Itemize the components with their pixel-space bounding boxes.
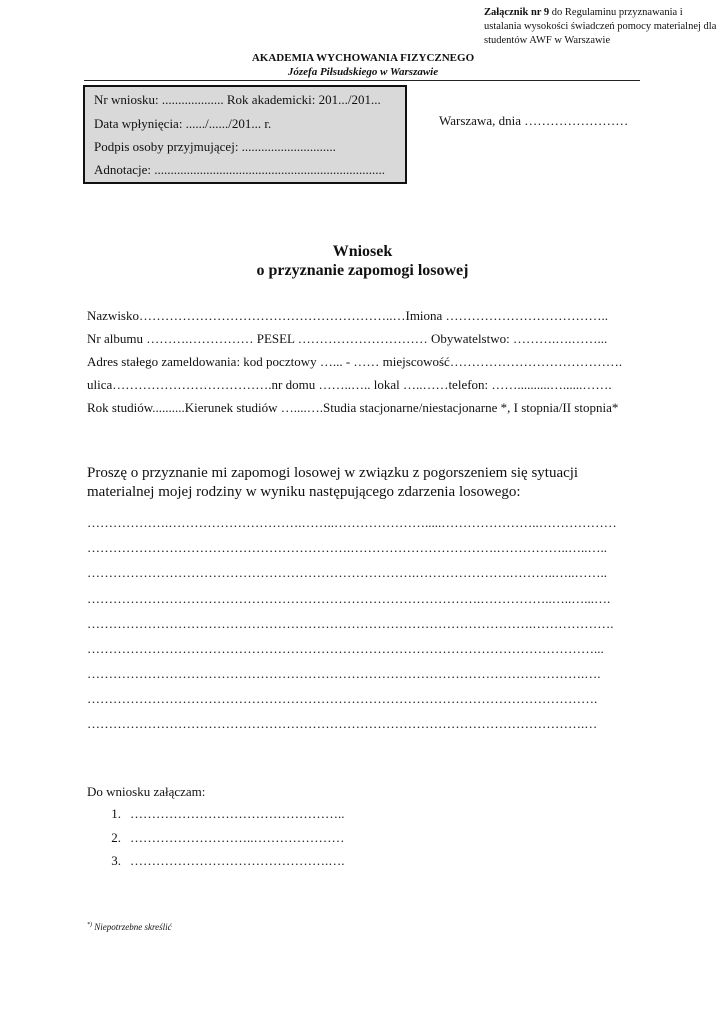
- attachment-note: [484, 6, 720, 48]
- place-date-field[interactable]: Warszawa, dnia ……………………: [439, 113, 629, 128]
- receiver-signature-field[interactable]: Podpis osoby przyjmującej: .............................: [94, 139, 336, 154]
- footnote-mark: *): [87, 922, 92, 928]
- description-line[interactable]: ……………….………………………….……..………………….....…………………..………………: [87, 515, 617, 530]
- attachment-field[interactable]: ……………………………………….….: [130, 853, 345, 868]
- description-line[interactable]: ……………………………………………………………………………….……………..…..…...….: [87, 591, 611, 606]
- description-line[interactable]: ………………………………………………………………….………………….………..…..……..: [87, 565, 607, 580]
- annotations-field[interactable]: Adnotacje: .......................................................................: [94, 162, 386, 177]
- receipt-date-field[interactable]: Data wpłynięcia: ....../....../201... r.: [94, 116, 272, 131]
- footnote: [87, 922, 172, 932]
- street-phone-field[interactable]: ulica……………………………….nr domu ……..….. lokal …..……telefon: ……..........…......…….: [87, 377, 612, 392]
- description-line[interactable]: ……………………………………………………………………………………………………….: [87, 691, 598, 706]
- application-number-field[interactable]: Nr wniosku: ................... Rok akademicki: 201.../201...: [94, 92, 381, 107]
- description-line[interactable]: …………………………………………………….…………………………….……………..…..…..: [87, 540, 607, 555]
- request-text: Proszę o przyznanie mi zapomogi losowej w związku z pogorszeniem się sytuacji materialnej mojej rodziny w wyniku następującego zdarzenia losowego:: [87, 465, 579, 500]
- attachment-number: 2.: [111, 830, 121, 845]
- registration-box: [83, 85, 407, 184]
- description-line[interactable]: ………………………………………………………………………………………….……………….: [87, 616, 614, 631]
- description-line[interactable]: …………………………………………………………………………………………………….…: [87, 716, 598, 731]
- attachment-number: 3.: [111, 853, 121, 868]
- attachment-number: Załącznik nr 9: [484, 7, 550, 18]
- document-subtitle: o przyznanie zapomogi losowej: [256, 262, 469, 279]
- attachments-label: Do wniosku załączam:: [87, 784, 206, 799]
- attachment-description: do Regulaminu przyznawania i ustalania wysokości świadczeń pomocy materialnej dla studentów AWF w Warszawie: [484, 7, 717, 46]
- attachment-field[interactable]: …………………………………………..: [130, 806, 345, 821]
- attachment-number: 1.: [111, 806, 121, 821]
- description-line[interactable]: …………………………………………………………………………………………………….….: [87, 666, 601, 681]
- attachment-field[interactable]: ………………………..…………………: [130, 830, 345, 845]
- document-title: Wniosek: [332, 243, 393, 260]
- description-line[interactable]: ………………………………………………………………………………………………………...: [87, 641, 604, 656]
- name-field[interactable]: Nazwisko…………………………………………………..…Imiona ………………………………..: [87, 308, 609, 323]
- album-pesel-field[interactable]: Nr albumu ……….…………… PESEL ………………………… Obywatelstwo: ……….….……...: [87, 331, 608, 346]
- study-info-field[interactable]: Rok studiów..........Kierunek studiów …....….Studia stacjonarne/niestacjonarne *, I stopnia/II stopnia*: [87, 400, 619, 415]
- institution-name: AKADEMIA WYCHOWANIA FIZYCZNEGO: [251, 52, 475, 64]
- footnote-text: Niepotrzebne skreślić: [92, 922, 172, 932]
- address-field[interactable]: Adres stałego zameldowania: kod pocztowy …... - …… miejscowość………………………………….: [87, 354, 623, 369]
- header-divider: [84, 80, 640, 81]
- institution-patron: Józefa Piłsudskiego w Warszawie: [287, 66, 439, 78]
